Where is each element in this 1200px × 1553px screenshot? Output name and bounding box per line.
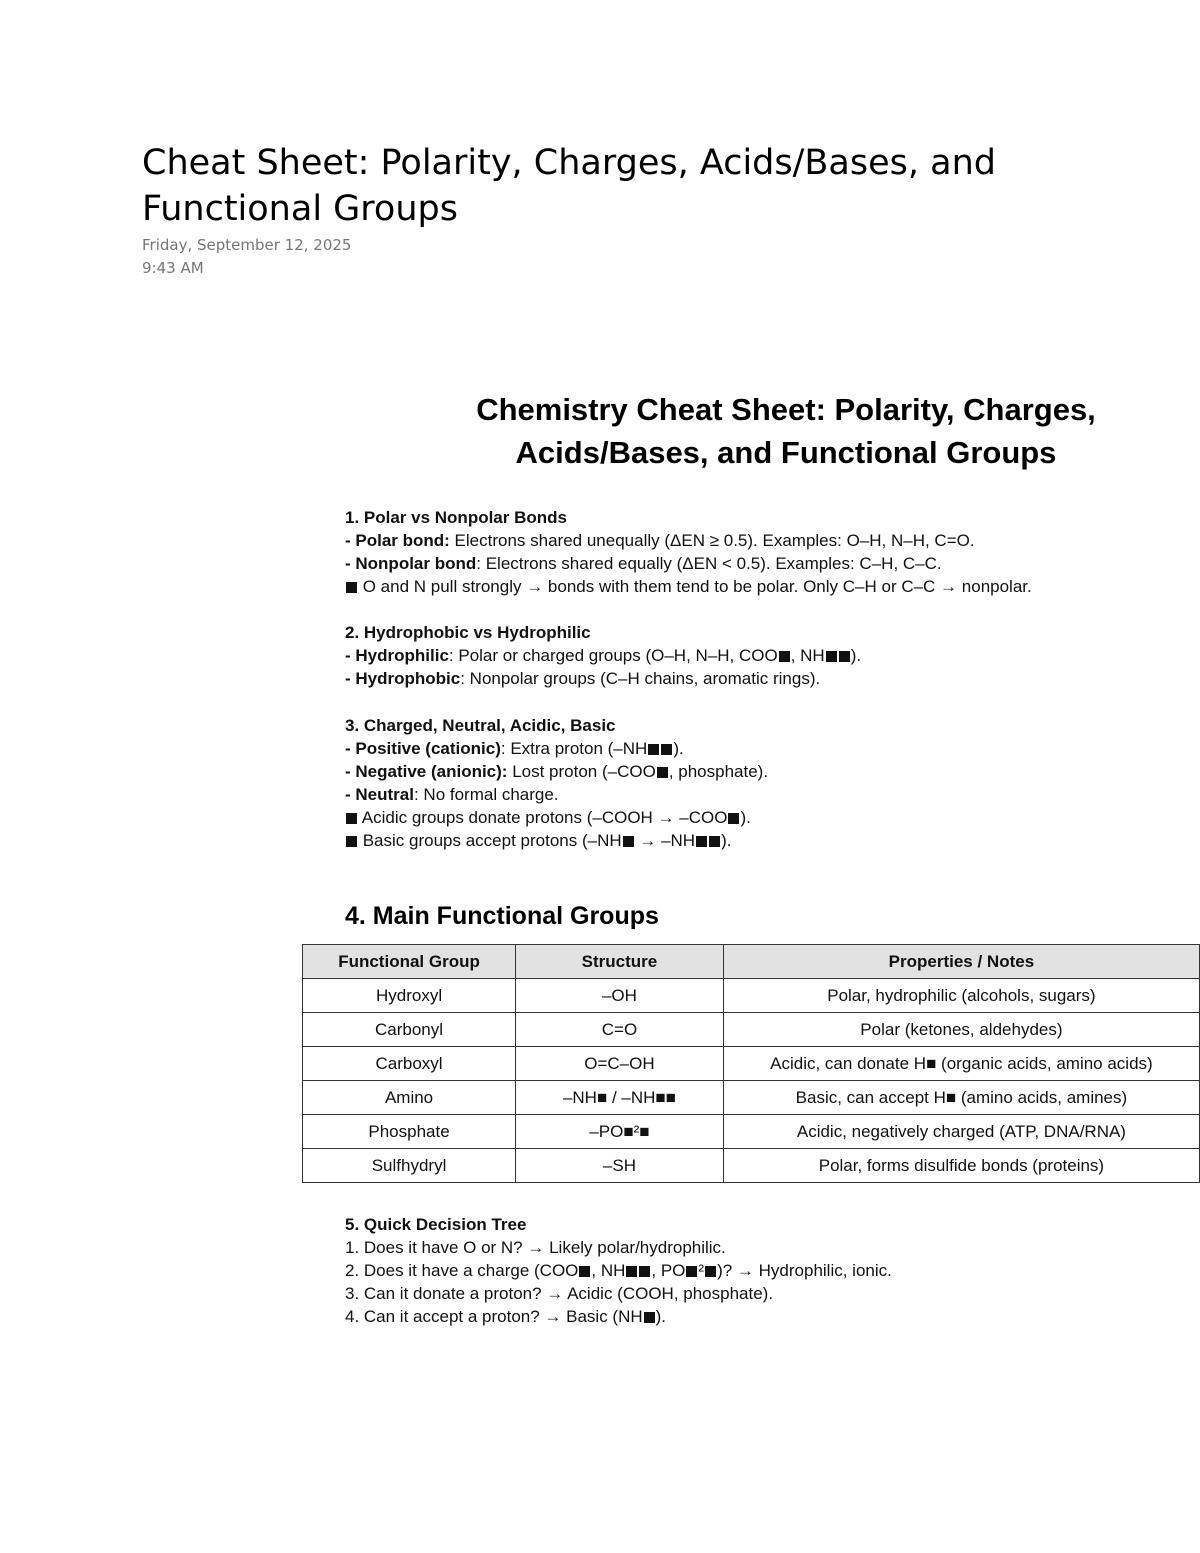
list-item: - Polar bond: Electrons shared unequally (ΔEN ≥ 0.5). Examples: O–H, N–H, C=O. — [345, 531, 975, 550]
missing-glyph-icon — [639, 1266, 650, 1277]
square-bullet-icon — [346, 836, 357, 847]
cell-group: Amino — [303, 1081, 516, 1115]
cell-notes: Basic, can accept H■ (amino acids, amines) — [723, 1081, 1199, 1115]
cell-notes: Polar (ketones, aldehydes) — [723, 1013, 1199, 1047]
list-item: 1. Does it have O or N? → Likely polar/hydrophilic. — [345, 1238, 726, 1257]
missing-glyph-icon — [686, 1266, 697, 1277]
missing-glyph-icon — [839, 651, 850, 662]
missing-glyph-icon — [705, 1266, 716, 1277]
missing-glyph-icon — [648, 744, 659, 755]
note-date: Friday, September 12, 2025 — [142, 236, 352, 254]
doc-title-line-2: Acids/Bases, and Functional Groups — [515, 435, 1057, 470]
square-bullet-icon — [346, 582, 357, 593]
section-heading: 3. Charged, Neutral, Acidic, Basic — [345, 716, 616, 735]
note-time: 9:43 AM — [142, 259, 204, 277]
cell-structure: –OH — [516, 979, 724, 1013]
cell-structure: –PO■²■ — [516, 1115, 724, 1149]
cell-structure: –NH■ / –NH■■ — [516, 1081, 724, 1115]
section-heading: 5. Quick Decision Tree — [345, 1215, 527, 1234]
cell-group: Phosphate — [303, 1115, 516, 1149]
list-item: Acidic groups donate protons (–COOH → –COO ). — [345, 806, 768, 829]
missing-glyph-icon — [696, 836, 707, 847]
table-row — [303, 1149, 1200, 1183]
cell-notes: Polar, hydrophilic (alcohols, sugars) — [723, 979, 1199, 1013]
embedded-document-image — [302, 388, 1200, 1388]
column-header: Functional Group — [303, 945, 516, 979]
functional-groups-table — [302, 944, 1200, 1183]
section-heading: 1. Polar vs Nonpolar Bonds — [345, 508, 567, 527]
doc-title — [302, 388, 1200, 474]
list-item: - Hydrophilic: Polar or charged groups (O–H, N–H, COO , NH ). — [345, 646, 862, 665]
cell-notes: Polar, forms disulfide bonds (proteins) — [723, 1149, 1199, 1183]
column-header: Structure — [516, 945, 724, 979]
cell-group: Sulfhydryl — [303, 1149, 516, 1183]
missing-glyph-icon — [728, 813, 739, 824]
section-decision-tree — [345, 1213, 892, 1328]
list-item: 3. Can it donate a proton? → Acidic (COOH, phosphate). — [345, 1284, 774, 1303]
column-header: Properties / Notes — [723, 945, 1199, 979]
list-item: O and N pull strongly → bonds with them tend to be polar. Only C–H or C–C → nonpolar. — [345, 575, 1032, 598]
cell-structure: C=O — [516, 1013, 724, 1047]
table-row — [303, 1047, 1200, 1081]
section-charges — [345, 714, 768, 852]
cell-notes: Acidic, negatively charged (ATP, DNA/RNA) — [723, 1115, 1199, 1149]
list-item: - Neutral: No formal charge. — [345, 785, 559, 804]
cell-structure: –SH — [516, 1149, 724, 1183]
section-hydrophobic — [345, 621, 861, 690]
cell-structure: O=C–OH — [516, 1047, 724, 1081]
missing-glyph-icon — [657, 767, 668, 778]
cell-group: Carboxyl — [303, 1047, 516, 1081]
doc-title-line-1: Chemistry Cheat Sheet: Polarity, Charges, — [476, 392, 1096, 427]
cell-group: Carbonyl — [303, 1013, 516, 1047]
missing-glyph-icon — [579, 1266, 590, 1277]
missing-glyph-icon — [626, 1266, 637, 1277]
section-heading-functional-groups: 4. Main Functional Groups — [345, 902, 659, 930]
square-bullet-icon — [346, 813, 357, 824]
table-row — [303, 1013, 1200, 1047]
cell-group: Hydroxyl — [303, 979, 516, 1013]
list-item: - Negative (anionic): Lost proton (–COO , phosphate). — [345, 762, 769, 781]
section-heading: 2. Hydrophobic vs Hydrophilic — [345, 623, 591, 642]
list-item: 4. Can it accept a proton? → Basic (NH ). — [345, 1307, 667, 1326]
note-title[interactable]: Cheat Sheet: Polarity, Charges, Acids/Bases, and Functional Groups — [142, 143, 996, 229]
missing-glyph-icon — [661, 744, 672, 755]
missing-glyph-icon — [644, 1312, 655, 1323]
missing-glyph-icon — [826, 651, 837, 662]
list-item: - Hydrophobic: Nonpolar groups (C–H chains, aromatic rings). — [345, 669, 821, 688]
list-item: - Nonpolar bond: Electrons shared equally (ΔEN < 0.5). Examples: C–H, C–C. — [345, 554, 942, 573]
list-item: - Positive (cationic): Extra proton (–NH ). — [345, 739, 684, 758]
section-polar-bonds — [345, 506, 1032, 598]
table-row — [303, 1115, 1200, 1149]
table-header-row — [303, 945, 1200, 979]
missing-glyph-icon — [709, 836, 720, 847]
list-item: 2. Does it have a charge (COO , NH , PO ² )? → Hydrophilic, ionic. — [345, 1261, 892, 1280]
cell-notes: Acidic, can donate H■ (organic acids, amino acids) — [723, 1047, 1199, 1081]
list-item: Basic groups accept protons (–NH → –NH ). — [345, 829, 768, 852]
missing-glyph-icon — [623, 836, 634, 847]
note-meta — [142, 234, 351, 280]
missing-glyph-icon — [779, 651, 790, 662]
table-row — [303, 979, 1200, 1013]
table-row — [303, 1081, 1200, 1115]
